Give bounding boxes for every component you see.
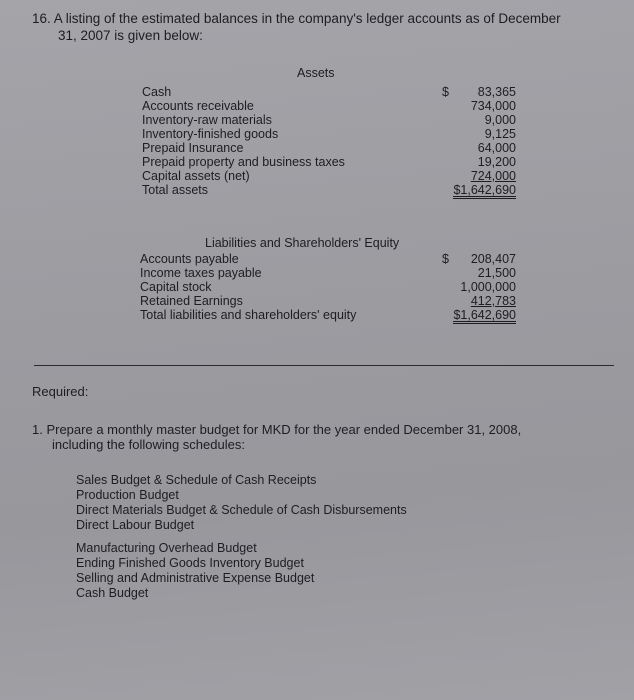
section-divider [34,365,614,366]
asset-label-ar: Accounts receivable [142,99,254,113]
asset-value-capital: 724,000 [470,169,516,183]
asset-label-prepaid-tax: Prepaid property and business taxes [142,155,345,169]
liab-value-total: $1,642,690 [453,308,516,322]
asset-label-inv-fg: Inventory-finished goods [142,127,279,141]
liab-value-ap: 208,407 [470,252,516,266]
liab-dollar-sign: $ [442,252,449,266]
question-line-1: 16. A listing of the estimated balances in the company's ledger accounts as of December [32,11,561,26]
asset-label-inv-raw: Inventory-raw materials [142,113,272,127]
asset-value-cash: 83,365 [477,85,516,99]
liab-value-capital-stock: 1,000,000 [460,280,516,294]
assets-heading: Assets [297,66,335,80]
schedule-item: Direct Labour Budget [76,518,195,532]
question-line-2: 31, 2007 is given below: [58,28,203,43]
required-item-1-line-2: including the following schedules: [52,437,245,452]
schedule-item: Ending Finished Goods Inventory Budget [76,556,304,570]
liab-label-capital-stock: Capital stock [140,280,212,294]
schedule-item: Manufacturing Overhead Budget [76,541,257,555]
required-item-1-line-1: 1. Prepare a monthly master budget for MKD for the year ended December 31, 2008, [32,422,522,437]
asset-value-inv-fg: 9,125 [484,127,516,141]
liab-label-income-tax: Income taxes payable [140,266,262,280]
schedule-item: Direct Materials Budget & Schedule of Cash Disbursements [76,503,407,517]
schedule-item: Selling and Administrative Expense Budget [76,571,315,585]
schedule-item: Production Budget [76,488,179,502]
asset-label-capital: Capital assets (net) [142,169,250,183]
asset-value-prepaid-tax: 19,200 [477,155,516,169]
asset-label-total: Total assets [142,183,209,197]
liab-value-income-tax: 21,500 [477,266,516,280]
required-label: Required: [32,384,89,399]
asset-value-total: $1,642,690 [453,183,516,197]
asset-label-prepaid-ins: Prepaid Insurance [142,141,244,155]
liab-label-retained: Retained Earnings [140,294,243,308]
schedule-item: Sales Budget & Schedule of Cash Receipts [76,473,317,487]
liabilities-heading: Liabilities and Shareholders' Equity [205,236,400,250]
asset-value-prepaid-ins: 64,000 [477,141,516,155]
asset-dollar-sign: $ [442,85,449,99]
asset-value-inv-raw: 9,000 [484,113,516,127]
liab-label-ap: Accounts payable [140,252,239,266]
schedule-item: Cash Budget [76,586,149,600]
liab-label-total: Total liabilities and shareholders' equity [140,308,357,322]
liab-value-retained: 412,783 [470,294,516,308]
asset-value-ar: 734,000 [470,99,516,113]
asset-label-cash: Cash [142,85,172,99]
